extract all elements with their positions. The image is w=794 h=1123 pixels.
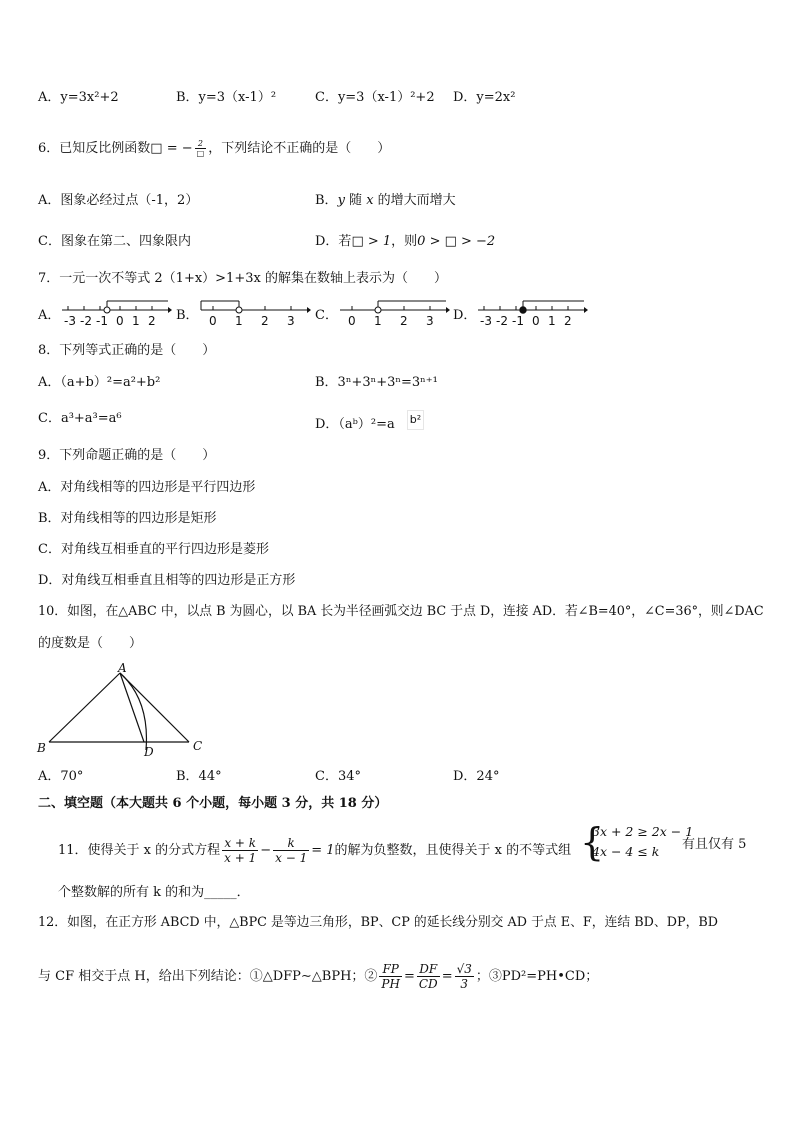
q6-stem-eq: □ = − — [150, 141, 193, 156]
q6-fraction — [195, 139, 207, 158]
q7-d-tick-label: -1 — [512, 314, 524, 328]
q12-fraction-2 — [417, 962, 440, 991]
q12-f2-den: CD — [418, 977, 438, 991]
q7-b-tick-label: 3 — [287, 314, 295, 328]
q7-numberline-d — [476, 298, 588, 330]
q9-option-c: C．对角线互相垂直的平行四边形是菱形 — [38, 542, 269, 557]
q7-d-tick-label: 2 — [564, 314, 572, 328]
q10-point-c-label: C — [193, 739, 203, 753]
q12-eq2: = — [441, 969, 453, 984]
q12-line2-prefix: 与 CF 相交于点 H，给出下列结论：①△DFP∼△BPH；② — [38, 969, 378, 984]
q8-stem: 8．下列等式正确的是（ ） — [38, 343, 216, 358]
q7-d-tick-label: 0 — [532, 314, 540, 328]
q9-stem: 9．下列命题正确的是（ ） — [38, 448, 216, 463]
q9-option-d: D．对角线互相垂直且相等的四边形是正方形 — [38, 573, 296, 588]
q12-f2-num: DF — [417, 962, 440, 977]
q10-point-d-label: D — [144, 745, 154, 759]
q6-b-var2: x — [366, 193, 374, 208]
q10-option-d: D．24° — [453, 769, 500, 784]
q7-d-tick-label: -3 — [480, 314, 492, 328]
q6-frac-den: □ — [196, 149, 205, 158]
q8-option-d — [315, 410, 424, 434]
q5-option-b: B．y=3（x-1）² — [176, 90, 277, 105]
q7-b-tick-label: 1 — [235, 314, 243, 328]
q12-f3-num: √3 — [456, 962, 472, 976]
q6-b-mid: 随 — [344, 193, 367, 208]
q12-fraction-1 — [379, 962, 402, 991]
q7-a-tick-label: -1 — [96, 314, 108, 328]
q12-fraction-3 — [455, 962, 474, 991]
q7-d-tick-label: 1 — [548, 314, 556, 328]
q7-c-tick-label: 0 — [348, 314, 356, 328]
q6-d-cond: □ > 1 — [351, 234, 392, 249]
q10-option-c: C．34° — [315, 769, 361, 784]
q7-a-tick-label: -3 — [64, 314, 76, 328]
q11-fraction-2 — [273, 836, 309, 865]
q5-option-d: D．y=2x² — [453, 90, 516, 105]
q9-option-a: A．对角线相等的四边形是平行四边形 — [38, 480, 256, 495]
q11-frac1-num: x + k — [222, 836, 258, 851]
q10-option-a: A．70° — [38, 769, 84, 784]
q5-option-c: C．y=3（x-1）²+2 — [315, 90, 435, 105]
q11-line1 — [58, 836, 571, 865]
q11-brace: { — [580, 820, 605, 864]
q9-option-b: B．对角线相等的四边形是矩形 — [38, 511, 217, 526]
q7-option-a-label: A． — [38, 308, 61, 323]
q6-d-prefix: D．若 — [315, 234, 352, 249]
q10-stem-line2: 的度数是（ ） — [38, 636, 143, 651]
q8-option-c: C．a³+a³=a⁶ — [38, 411, 122, 426]
q6-frac-num: 2 — [195, 139, 207, 149]
q7-option-b-label: B． — [176, 308, 199, 323]
q6-option-c: C．图象在第二、四象限内 — [38, 234, 191, 249]
q11-inequality-system — [592, 822, 693, 862]
q10-point-a-label: A — [118, 661, 127, 675]
q6-stem-prefix: 6．已知反比例函数 — [38, 141, 151, 156]
q10-triangle-figure — [34, 660, 214, 760]
q12-f3-den: 3 — [460, 977, 469, 991]
q7-a-tick-label: 0 — [116, 314, 124, 328]
q12-f1-den: PH — [381, 977, 400, 991]
q11-frac2-den: x − 1 — [275, 851, 308, 865]
q7-d-tick-label: -2 — [496, 314, 508, 328]
q8-d-text: D．（aᵇ）²=a — [315, 417, 395, 432]
q11-eq: = 1 — [311, 843, 335, 858]
q8-option-b: B．3ⁿ+3ⁿ+3ⁿ=3ⁿ⁺¹ — [315, 375, 438, 390]
q11-frac1-den: x + 1 — [224, 851, 257, 865]
q6-d-mid: ，则 — [391, 234, 418, 249]
q11-prefix: 11．使得关于 x 的分式方程 — [58, 843, 221, 858]
q7-numberline-a — [60, 298, 172, 330]
q11-mid: 的解为负整数，且使得关于 x 的不等式组 — [334, 843, 572, 858]
q7-a-tick-label: 2 — [148, 314, 156, 328]
q7-numberline-c — [338, 298, 450, 330]
q7-stem: 7．一元一次不等式 2（1+x）>1+3x 的解集在数轴上表示为（ ） — [38, 271, 447, 286]
q6-b-var: y — [337, 193, 345, 208]
q11-ineq1: 3x + 2 ≥ 2x − 1 — [592, 824, 694, 839]
q7-a-tick-label: -2 — [80, 314, 92, 328]
q12-line2-suffix: ；③PD²=PH•CD； — [475, 969, 599, 984]
q10-stem-line1: 10．如图，在△ABC 中，以点 B 为圆心，以 BA 长为半径画弧交边 BC 于点 D，连接 AD．若∠B=40°，∠C=36°，则∠DAC — [38, 604, 764, 619]
q12-line1: 12．如图，在正方形 ABCD 中，△BPC 是等边三角形，BP、CP 的延长线分别交 AD 于点 E、F，连结 BD、DP，BD — [38, 915, 719, 930]
q12-line2 — [38, 962, 598, 991]
q8-option-a: A．（a+b）²=a²+b² — [38, 375, 161, 390]
q10-option-b: B．44° — [176, 769, 222, 784]
section2-title: 二、填空题（本大题共 6 个小题，每小题 3 分，共 18 分） — [38, 796, 388, 811]
q7-c-tick-label: 1 — [374, 314, 382, 328]
q7-c-tick-label: 3 — [426, 314, 434, 328]
q7-option-c-label: C． — [315, 308, 338, 323]
q7-a-tick-label: 1 — [132, 314, 140, 328]
q11-suffix: 有且仅有 5 — [682, 837, 747, 852]
q6-b-prefix: B． — [315, 193, 338, 208]
q11-frac2-num: k — [273, 836, 309, 851]
q12-f1-num: FP — [379, 962, 402, 977]
q10-point-b-label: B — [37, 741, 46, 755]
q8-d-exponent: b² — [407, 410, 424, 430]
q6-option-d — [315, 233, 495, 251]
q6-option-b — [315, 192, 456, 210]
q7-c-tick-label: 2 — [400, 314, 408, 328]
q7-b-tick-label: 0 — [209, 314, 217, 328]
q6-b-suffix: 的增大而增大 — [373, 193, 456, 208]
q5-option-a: A．y=3x²+2 — [38, 90, 119, 105]
q11-ineq2: 4x − 4 ≤ k — [592, 844, 660, 859]
q12-eq1: = — [403, 969, 415, 984]
q7-option-d-label: D． — [453, 308, 477, 323]
q7-numberline-b — [199, 298, 311, 330]
q6-stem — [38, 139, 390, 158]
q6-stem-suffix: ，下列结论不正确的是（ ） — [208, 141, 391, 156]
q7-b-tick-label: 2 — [261, 314, 269, 328]
q11-fraction-1 — [222, 836, 258, 865]
q6-option-a: A．图象必经过点（-1，2） — [38, 193, 199, 208]
q11-line2: 个整数解的所有 k 的和为_____． — [58, 885, 250, 900]
q11-minus: − — [260, 843, 272, 858]
q6-d-result: 0 > □ > −2 — [417, 234, 496, 249]
